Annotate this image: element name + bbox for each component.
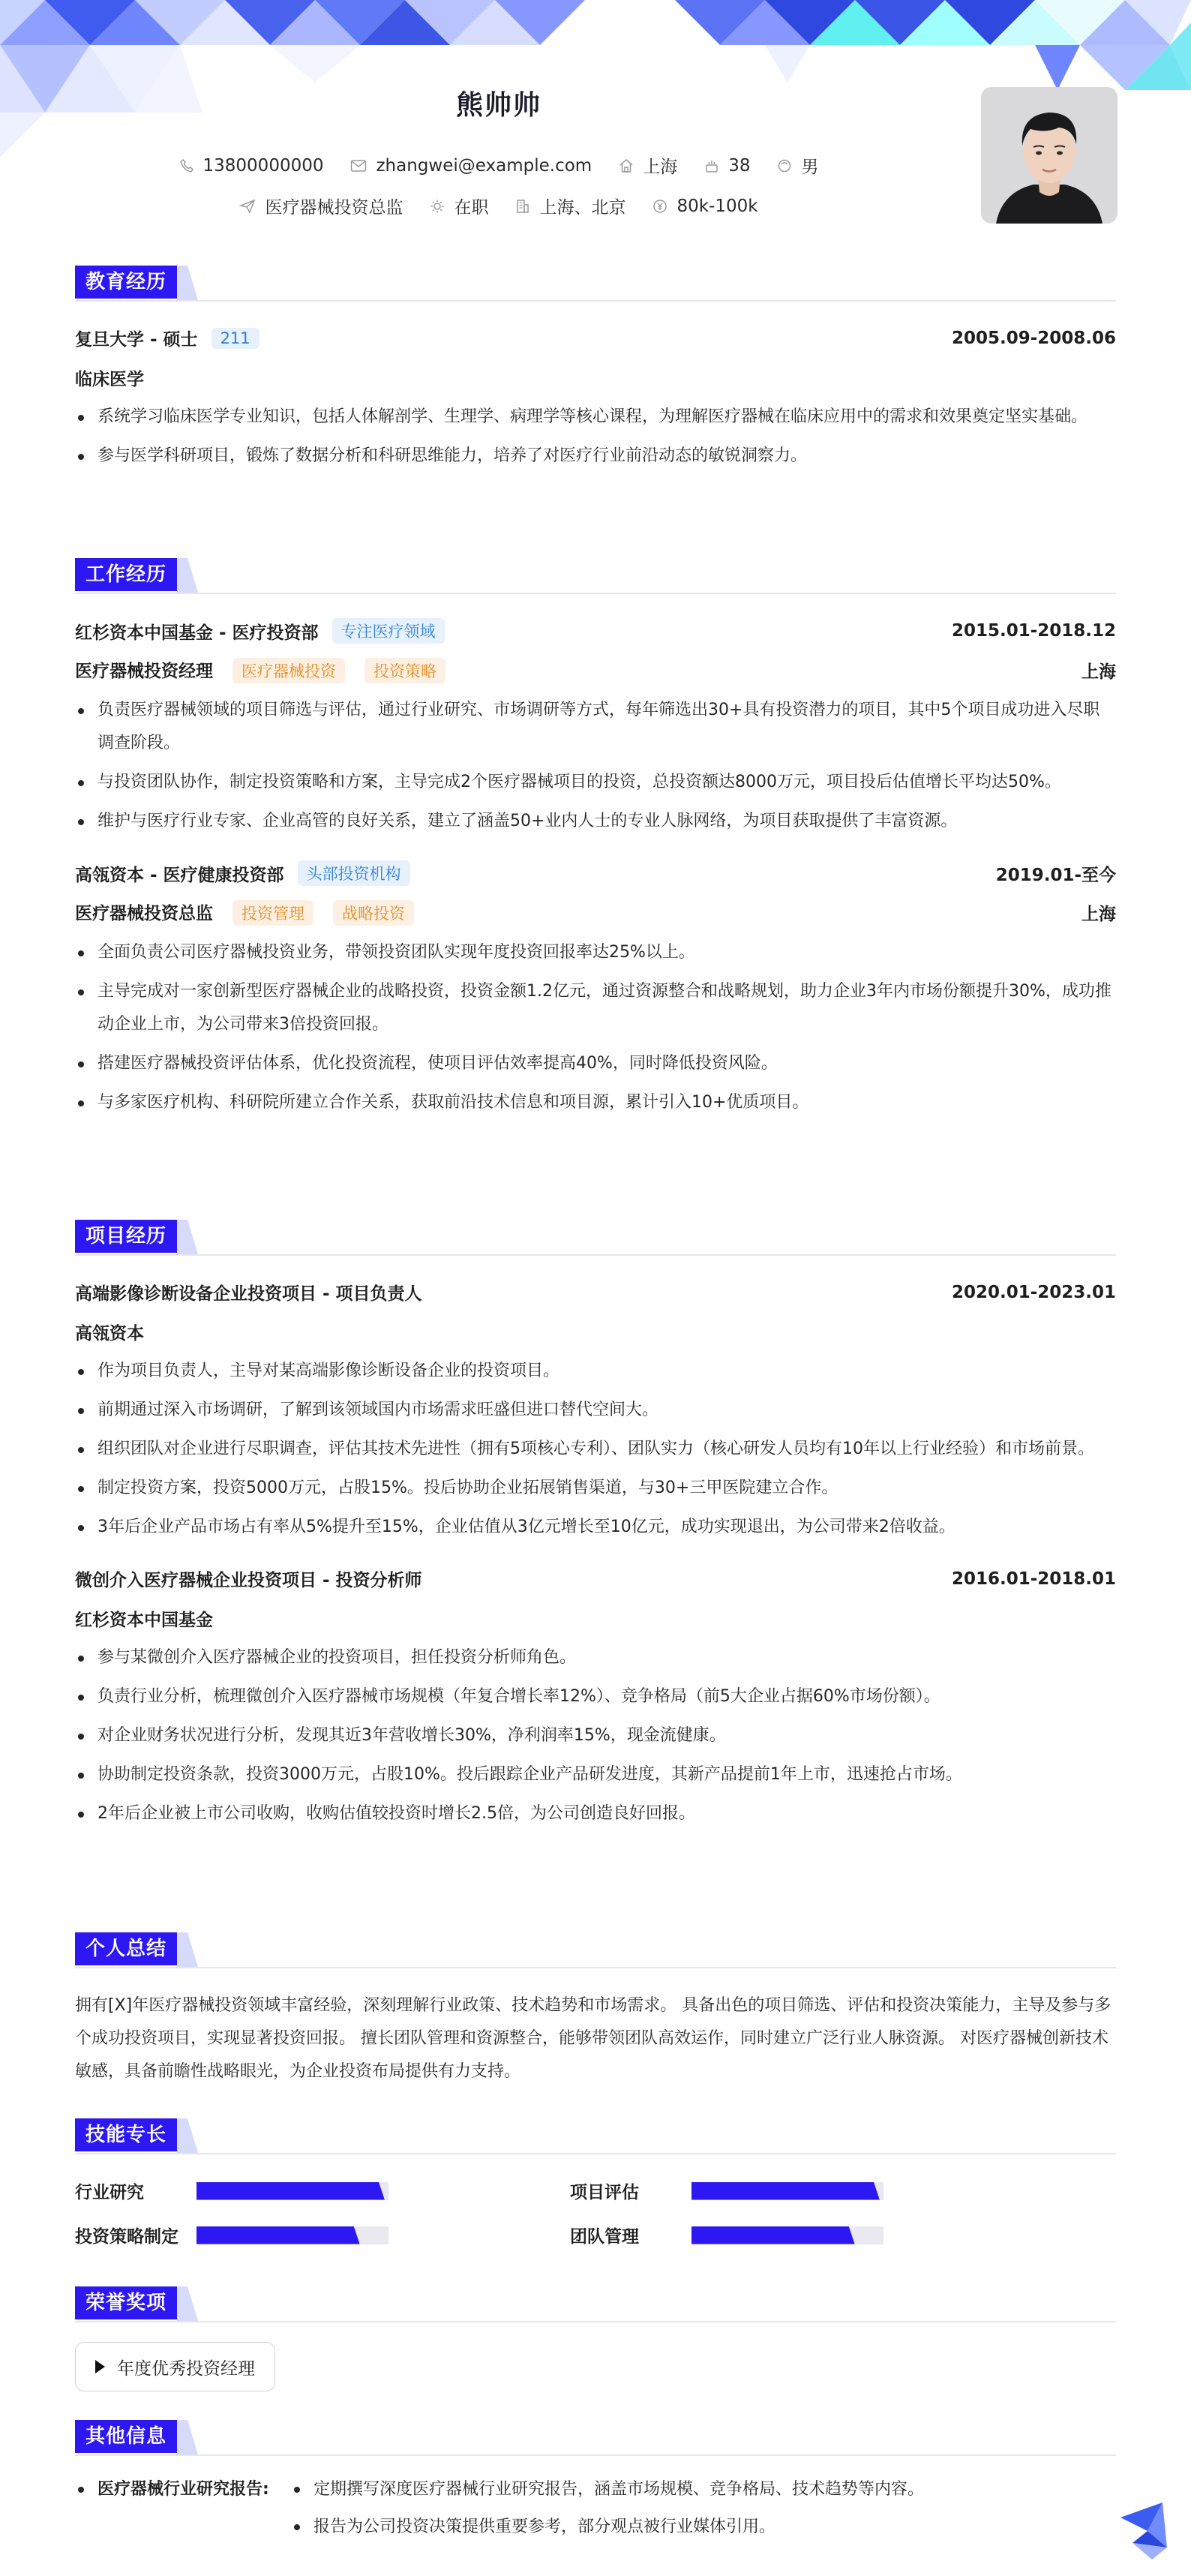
other-entry — [75, 2471, 1116, 2546]
education-school — [75, 326, 260, 350]
skill-bar-fill — [196, 2182, 385, 2200]
awards-section-title: 荣誉奖项 — [75, 2286, 177, 2319]
project-1 — [75, 1280, 1116, 1544]
email-info — [350, 156, 592, 176]
position-info — [239, 194, 403, 218]
project-bullet: 协助制定投资条款，投资3000万元，占股10%。投后跟踪企业产品研发进度，其新产品提前1年上市，迅速抢占市场。 — [75, 1758, 1116, 1791]
location-text: 上海 — [643, 158, 678, 177]
work-role-row — [75, 657, 1116, 683]
work-role-tag: 投资策略 — [364, 658, 446, 683]
education-section — [75, 266, 1116, 473]
work-bullet: 与多家医疗机构、科研院所建立合作关系，获取前沿技术信息和项目源，累计引入10+优质项目。 — [75, 1086, 1116, 1119]
education-major: 临床医学 — [75, 370, 144, 389]
skill-item — [570, 2178, 1065, 2203]
other-section-header — [75, 2420, 1116, 2456]
gender-text: 男 — [801, 158, 819, 177]
skill-item — [570, 2223, 1065, 2247]
project-bullets — [75, 1641, 1116, 1830]
work-role — [75, 899, 414, 926]
project-bullet: 制定投资方案，投资5000万元，占股15%。投后协助企业拓展销售渠道，与30+三甲医院建立合作。 — [75, 1472, 1116, 1505]
other-bullet: 报告为公司投资决策提供重要参考，部分观点被行业媒体引用。 — [291, 2508, 924, 2546]
home-icon — [619, 158, 634, 173]
section-tail-decoration — [177, 2118, 207, 2153]
salary-info — [652, 197, 758, 216]
status-info — [430, 194, 488, 218]
work-company — [75, 860, 410, 886]
projects-section — [75, 1220, 1116, 1830]
work-role-title: 医疗器械投资总监 — [75, 904, 213, 923]
project-bullet: 组织团队对企业进行尽职调查，评估其技术先进性（拥有5项核心专利）、团队实力（核心研发人员均有10年以上行业经验）和市场前景。 — [75, 1433, 1116, 1466]
section-tail-decoration — [177, 1220, 207, 1254]
work-role-row — [75, 899, 1116, 926]
summary-text: 拥有[X]年医疗器械投资领域丰富经验，深刻理解行业政策、技术趋势和市场需求。 具备出色的项目筛选、评估和投资决策能力，主导及参与多个成功投资项目，实现显著投资回报。 擅长团队管理和资源整合，能够带领团队高效运作，同时建立广泛行业人脉资源。 对医疗器械创新技术敏感，具备前瞻性战略眼光，为企业投资布局提供有力支持。 — [75, 1996, 1112, 2081]
work-company — [75, 618, 445, 644]
work-bullet: 搭建医疗器械投资评估体系，优化投资流程，使项目评估效率提高40%，同时降低投资风险。 — [75, 1047, 1116, 1080]
work-role-tag: 医疗器械投资 — [232, 658, 345, 683]
work-role — [75, 657, 446, 683]
gender-icon — [777, 158, 792, 173]
skill-name: 投资策略制定 — [75, 2227, 178, 2247]
other-bullets — [291, 2471, 924, 2546]
work-bullet: 全面负责公司医疗器械投资业务，带领投资团队实现年度投资回报率达25%以上。 — [75, 936, 1116, 969]
section-tail-decoration — [177, 266, 207, 300]
work-city: 上海 — [1082, 905, 1116, 924]
work-company-name: 红杉资本中国基金 - 医疗投资部 — [75, 623, 319, 643]
skill-bar — [692, 2182, 884, 2200]
project-bullet: 参与某微创介入医疗器械企业的投资项目，担任投资分析师角色。 — [75, 1641, 1116, 1674]
skill-item — [75, 2223, 570, 2247]
skill-bar — [196, 2182, 388, 2200]
project-org: 红杉资本中国基金 — [75, 1611, 213, 1630]
section-tail-decoration — [177, 558, 207, 593]
project-bullet: 3年后企业产品市场占有率从5%提升至15%，企业估值从3亿元增长至10亿元，成功实现退出，为公司带来2倍收益。 — [75, 1511, 1116, 1544]
work-section-title: 工作经历 — [75, 558, 177, 591]
candidate-name: 熊帅帅 — [455, 90, 542, 121]
project-bullet: 2年后企业被上市公司收购，收购估值较投资时增长2.5倍，为公司创造良好回报。 — [75, 1797, 1116, 1830]
work-section — [75, 558, 1116, 1119]
education-bullet: 参与医学科研项目，锻炼了数据分析和科研思维能力，培养了对医疗行业前沿动态的敏锐洞察力。 — [75, 440, 1116, 473]
project-bullet: 负责行业分析，梳理微创介入医疗器械市场规模（年复合增长率12%）、竞争格局（前5大企业占据60%市场份额）。 — [75, 1680, 1116, 1713]
skill-bar — [692, 2226, 884, 2244]
skill-name: 行业研究 — [75, 2183, 144, 2202]
location-info — [619, 153, 677, 178]
summary-section-header — [75, 1932, 1116, 1968]
other-bullet: 定期撰写深度医疗器械行业研究报告，涵盖市场规模、竞争格局、技术趋势等内容。 — [291, 2471, 924, 2508]
phone-text: 13800000000 — [202, 155, 324, 176]
work-company-tag: 专注医疗领域 — [332, 618, 445, 644]
project-header — [75, 1280, 1116, 1305]
skill-bar-fill — [196, 2226, 360, 2244]
education-bullet: 系统学习临床医学专业知识，包括人体解剖学、生理学、病理学等核心课程，为理解医疗器械在临床应用中的需求和效果奠定坚实基础。 — [75, 401, 1116, 434]
work-date: 2019.01-至今 — [995, 865, 1116, 885]
work-bullets — [75, 694, 1116, 838]
phone-icon — [179, 158, 194, 173]
skills-section-header — [75, 2118, 1116, 2154]
work-role-tag: 投资管理 — [232, 900, 314, 926]
award-item — [75, 2342, 275, 2391]
work-company-tag: 头部投资机构 — [298, 860, 410, 886]
skill-name: 项目评估 — [570, 2183, 639, 2202]
age-text: 38 — [728, 155, 751, 176]
skills-grid — [75, 2178, 1116, 2247]
skill-bar — [196, 2226, 388, 2244]
corner-logo-decoration — [1118, 2501, 1170, 2561]
status-gear-icon — [430, 199, 445, 214]
age-info — [704, 156, 750, 176]
work-date: 2015.01-2018.12 — [951, 621, 1116, 641]
work-city: 上海 — [1082, 662, 1116, 682]
skill-bar-fill — [692, 2182, 880, 2200]
project-bullets — [75, 1355, 1116, 1544]
work-job-1 — [75, 618, 1116, 838]
work-company-name: 高瓴资本 - 医疗健康投资部 — [75, 865, 284, 885]
work-bullet: 负责医疗器械领域的项目筛选与评估，通过行业研究、市场调研等方式，每年筛选出30+具有投资潜力的项目，其中5个项目成功进入尽职调查阶段。 — [75, 694, 1116, 760]
other-section-title: 其他信息 — [75, 2420, 177, 2453]
work-bullets — [75, 936, 1116, 1119]
section-tail-decoration — [177, 1932, 207, 1967]
section-tail-decoration — [177, 2286, 207, 2321]
status-text: 在职 — [454, 198, 489, 218]
education-bullets — [75, 401, 1116, 473]
education-section-header — [75, 266, 1116, 302]
education-school-name: 复旦大学 - 硕士 — [75, 330, 198, 350]
awards-section — [75, 2286, 1116, 2391]
education-section-title: 教育经历 — [75, 266, 177, 299]
education-school-tag: 211 — [212, 328, 260, 349]
work-role-tag: 战略投资 — [333, 900, 414, 926]
play-triangle-icon — [95, 2360, 105, 2373]
email-text: zhangwei@example.com — [376, 155, 592, 176]
salary-text: 80k-100k — [676, 196, 758, 216]
project-bullet: 前期通过深入市场调研，了解到该领域国内市场需求旺盛但进口替代空间大。 — [75, 1394, 1116, 1427]
yen-coin-icon — [652, 199, 668, 214]
summary-section-title: 个人总结 — [75, 1932, 177, 1965]
send-icon — [239, 199, 256, 214]
projects-section-title: 项目经历 — [75, 1220, 177, 1253]
skill-item — [75, 2178, 570, 2203]
skills-section — [75, 2118, 1116, 2247]
education-date: 2005.09-2008.06 — [951, 328, 1116, 348]
gender-info — [777, 153, 818, 178]
project-bullet: 作为项目负责人，主导对某高端影像诊断设备企业的投资项目。 — [75, 1355, 1116, 1388]
projects-section-header — [75, 1220, 1116, 1256]
work-bullet: 与投资团队协作，制定投资策略和方案，主导完成2个医疗器械项目的投资，总投资额达8000万元，项目投后估值增长平均达50%。 — [75, 766, 1116, 799]
work-job-2 — [75, 860, 1116, 1119]
skills-section-title: 技能专长 — [75, 2118, 177, 2151]
contact-info-row — [0, 153, 998, 178]
other-label: 医疗器械行业研究报告: — [75, 2471, 291, 2508]
project-bullet: 对企业财务状况进行分析，发现其近3年营收增长30%，净利润率15%，现金流健康。 — [75, 1719, 1116, 1752]
avatar — [981, 87, 1118, 224]
skill-bar-fill — [692, 2226, 855, 2244]
summary-section — [75, 1932, 1116, 2088]
project-name: 高端影像诊断设备企业投资项目 - 项目负责人 — [75, 1284, 422, 1304]
project-header — [75, 1566, 1116, 1591]
target-city-info — [515, 194, 626, 218]
work-bullet: 主导完成对一家创新型医疗器械企业的战略投资，投资金额1.2亿元，通过资源整合和战略规划，助力企业3年内市场份额提升30%，成功推动企业上市，为公司带来3倍投资回报。 — [75, 975, 1116, 1041]
email-icon — [350, 159, 367, 173]
other-section — [75, 2420, 1116, 2546]
cake-icon — [704, 158, 719, 173]
work-bullet: 维护与医疗行业专家、企业高管的良好关系，建立了涵盖50+业内人士的专业人脉网络，为项目获取提供了丰富资源。 — [75, 805, 1116, 838]
project-date: 2016.01-2018.01 — [951, 1569, 1116, 1589]
skill-name: 团队管理 — [570, 2227, 639, 2247]
awards-list — [75, 2342, 1116, 2391]
building-icon — [515, 199, 530, 214]
project-date: 2020.01-2023.01 — [951, 1282, 1116, 1302]
project-2 — [75, 1566, 1116, 1830]
job-info-row — [0, 194, 998, 218]
position-text: 医疗器械投资总监 — [265, 198, 404, 218]
target-city-text: 上海、北京 — [539, 198, 626, 218]
awards-section-header — [75, 2286, 1116, 2322]
work-section-header — [75, 558, 1116, 594]
phone-info — [179, 156, 324, 176]
project-name: 微创介入医疗器械企业投资项目 - 投资分析师 — [75, 1571, 422, 1590]
section-tail-decoration — [177, 2420, 207, 2454]
work-role-title: 医疗器械投资经理 — [75, 662, 213, 681]
avatar-portrait-icon — [981, 87, 1118, 224]
education-entry-header — [75, 326, 1116, 350]
work-job-header — [75, 860, 1116, 886]
project-org: 高瓴资本 — [75, 1324, 144, 1344]
award-text: 年度优秀投资经理 — [117, 2358, 255, 2379]
work-job-header — [75, 618, 1116, 644]
